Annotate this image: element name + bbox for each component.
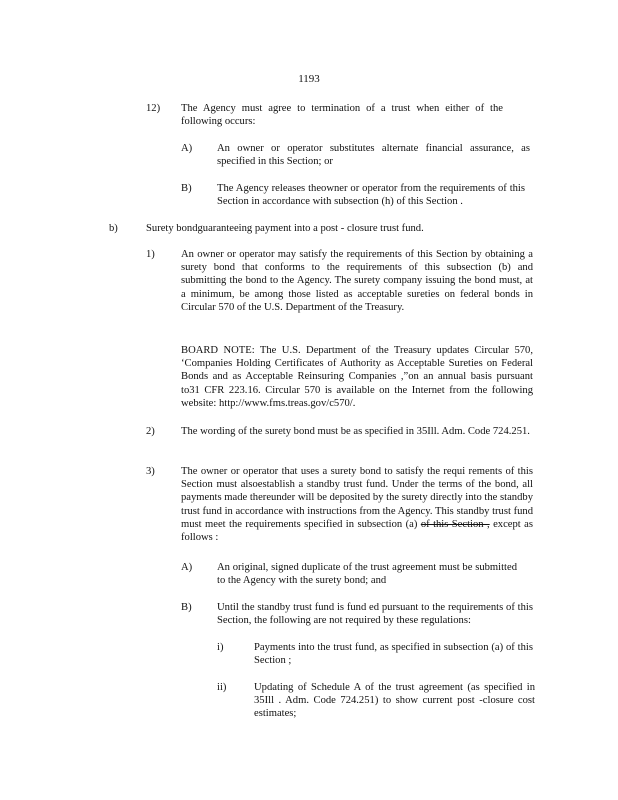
b-item-3-a-label: A) bbox=[181, 562, 193, 573]
subsection-b-heading: Surety bondguaranteeing payment into a post - closure trust fund. bbox=[146, 223, 424, 234]
b-item-3-text-main: The owner or operator that uses a surety bond to satisfy the requi rements of this Section must alsoestablish a standby trust fund. Under the terms of the bond, all payments made thereunder will be deposited by the surety directly into the standby trust fund in accordance with instructions from the Agency. This standby trust fund must meet the requirements specified in subsection (a) bbox=[181, 466, 533, 530]
item-12-text: The Agency must agree to termination of a trust when either of the following occurs: bbox=[181, 103, 503, 128]
b-item-3-b-i-label: i) bbox=[217, 642, 224, 653]
b-item-1-label: 1) bbox=[146, 249, 155, 260]
b-item-3-b-i-text: Payments into the trust fund, as specified in subsection (a) of this Section ; bbox=[254, 642, 533, 667]
b-item-3-struck-text: of this Section , bbox=[420, 518, 490, 530]
b-item-3-b-ii-text: Updating of Schedule A of the trust agreement (as specified in 35Ill . Adm. Code 724.251) to show current post -closure cost estimates; bbox=[254, 682, 535, 720]
item-12-b-label: B) bbox=[181, 183, 192, 194]
subsection-b-label: b) bbox=[109, 223, 118, 234]
b-item-3-b-text: Until the standby trust fund is fund ed pursuant to the requirements of this Section, the following are not required by these regulations: bbox=[217, 602, 533, 627]
b-item-3-b-ii-label: ii) bbox=[217, 682, 227, 693]
b-item-2-label: 2) bbox=[146, 426, 155, 437]
b-item-3-text-tail: except as follows : bbox=[181, 518, 533, 544]
item-12-b-text: The Agency releases theowner or operator from the requirements of this Section in accordance with subsection (h) of this Section . bbox=[217, 183, 525, 208]
board-note: BOARD NOTE: The U.S. Department of the Treasury updates Circular 570, ‘Companies Holding Certificates of Authority as Acceptable Sureties on Federal Bonds and as Acceptable Reinsuring Companies ,”on an annual basis pursuant to31 CFR 223.16. Circular 570 is available on the Internet from the following website: http://www.fms.treas.gov/c570/. bbox=[181, 345, 533, 409]
b-item-2-text: The wording of the surety bond must be as specified in 35Ill. Adm. Code 724.251. bbox=[181, 426, 530, 437]
item-12-a-label: A) bbox=[181, 143, 193, 154]
b-item-3-a-text: An original, signed duplicate of the trust agreement must be submitted to the Agency with the surety bond; and bbox=[217, 562, 517, 587]
b-item-3-text bbox=[181, 465, 533, 544]
page-number: 1193 bbox=[298, 73, 320, 85]
item-12-label: 12) bbox=[146, 103, 161, 114]
b-item-3-b-label: B) bbox=[181, 602, 192, 613]
b-item-3-label: 3) bbox=[146, 466, 155, 477]
item-12-a-text: An owner or operator substitutes alternate financial assurance, as specified in this Section; or bbox=[217, 143, 530, 168]
b-item-1-text: An owner or operator may satisfy the requirements of this Section by obtaining a surety bond that conforms to the requirements of this subsection (b) and submitting the bond to the Agency. The surety company issuing the bond must, at a minimum, be among those listed as acceptable sureties on federal bonds in Circular 570 of the U.S. Department of the Treasury. bbox=[181, 249, 533, 313]
